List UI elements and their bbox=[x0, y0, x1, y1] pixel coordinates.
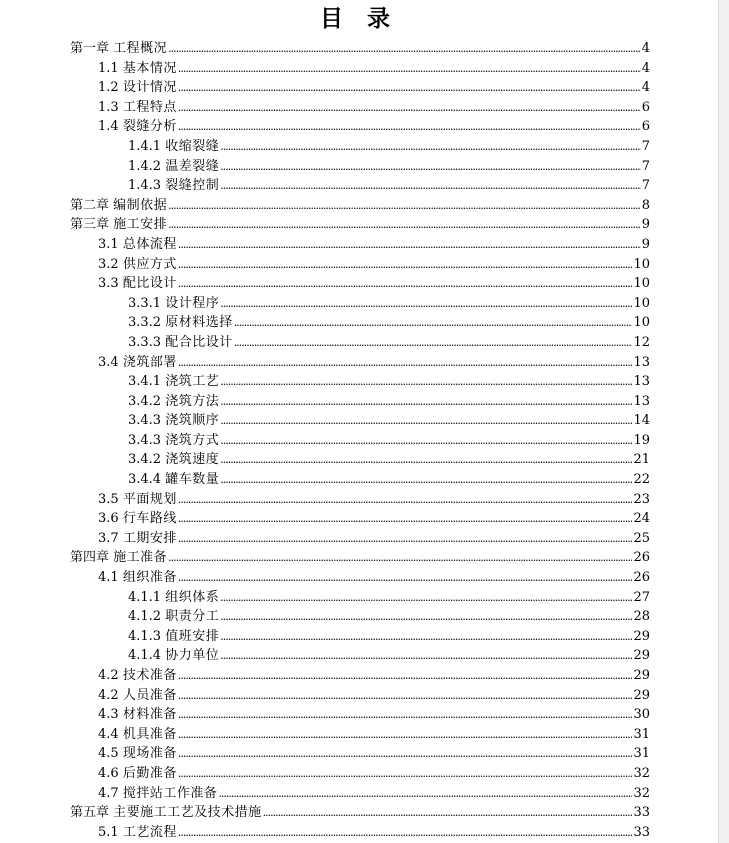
toc-entry[interactable] bbox=[0, 39, 650, 59]
toc-entry-number: 5.1 bbox=[98, 824, 119, 840]
toc-entry[interactable] bbox=[0, 294, 650, 314]
page-edge bbox=[718, 0, 729, 843]
toc-entry-text: 平面规划 bbox=[122, 491, 177, 507]
toc-entry-page-number: 29 bbox=[633, 668, 650, 683]
toc-entry-number: 1.4.3 bbox=[128, 178, 162, 194]
toc-entry[interactable] bbox=[0, 333, 650, 353]
toc-leader-dots bbox=[178, 744, 633, 764]
toc-entry-text: 浇筑方式 bbox=[165, 432, 220, 448]
toc-entry[interactable] bbox=[0, 235, 650, 255]
toc-entry-number: 第五章 bbox=[70, 805, 110, 821]
toc-entry-text: 后勤准备 bbox=[122, 765, 177, 781]
toc-entry[interactable] bbox=[0, 176, 650, 196]
toc-entry-number: 3.4 bbox=[98, 354, 119, 370]
toc-entry[interactable] bbox=[0, 274, 650, 294]
toc-leader-dots bbox=[178, 117, 641, 137]
toc-entry-text: 组织体系 bbox=[165, 589, 220, 605]
toc-entry[interactable] bbox=[0, 157, 650, 177]
toc-entry-number: 第四章 bbox=[70, 550, 110, 566]
toc-entry[interactable] bbox=[0, 196, 650, 216]
toc-entry-label bbox=[128, 157, 220, 177]
toc-entry-number: 4.1.2 bbox=[128, 609, 162, 625]
toc-entry-number: 3.4.2 bbox=[128, 393, 162, 409]
toc-entry-text: 主要施工工艺及技术措施 bbox=[113, 805, 262, 821]
toc-entry-number: 4.1.1 bbox=[128, 589, 162, 605]
toc-entry-number: 3.4.3 bbox=[128, 413, 162, 429]
toc-entry-page-number: 31 bbox=[633, 726, 650, 742]
toc-entry[interactable] bbox=[0, 353, 650, 373]
toc-entry-text: 裂缝分析 bbox=[122, 119, 177, 135]
toc-entry-number: 3.4.2 bbox=[128, 452, 162, 468]
toc-entry-number: 1.2 bbox=[98, 80, 119, 96]
toc-entry[interactable] bbox=[0, 215, 650, 235]
toc-entry[interactable] bbox=[0, 431, 650, 451]
toc-entry-label bbox=[98, 255, 178, 275]
toc-entry-number: 4.3 bbox=[98, 707, 119, 723]
toc-leader-dots bbox=[263, 803, 633, 823]
toc-leader-dots bbox=[178, 529, 633, 549]
toc-entry-page-number: 23 bbox=[633, 491, 650, 507]
toc-entry-page-number: 24 bbox=[633, 511, 650, 527]
toc-entry-text: 配比设计 bbox=[122, 276, 177, 292]
toc-entry-label bbox=[70, 215, 168, 235]
toc-entry-number: 第一章 bbox=[70, 41, 110, 56]
toc-entry-number: 4.4 bbox=[98, 726, 119, 742]
toc-entry-number: 1.4.2 bbox=[128, 158, 162, 174]
toc-leader-dots bbox=[220, 294, 632, 314]
toc-entry-page-number: 13 bbox=[633, 374, 650, 390]
toc-entry-label bbox=[128, 646, 220, 666]
toc-entry-page-number: 6 bbox=[641, 119, 650, 135]
toc-entry-text: 供应方式 bbox=[122, 256, 177, 272]
toc-entry-text: 材料准备 bbox=[122, 707, 177, 723]
toc-entry[interactable] bbox=[0, 117, 650, 137]
toc-leader-dots bbox=[168, 215, 641, 235]
toc-entry[interactable] bbox=[0, 607, 650, 627]
toc-entry-number: 3.3.1 bbox=[128, 295, 162, 311]
toc-entry[interactable] bbox=[0, 646, 650, 666]
toc-entry-page-number: 12 bbox=[633, 334, 650, 350]
toc-leader-dots bbox=[168, 548, 632, 568]
toc-entry-number: 3.7 bbox=[98, 530, 119, 546]
toc-leader-dots bbox=[178, 255, 633, 275]
toc-entry-page-number: 7 bbox=[641, 138, 650, 154]
toc-leader-dots bbox=[178, 59, 641, 79]
toc-entry-text: 浇筑部署 bbox=[122, 354, 177, 370]
toc-leader-dots bbox=[220, 137, 640, 157]
toc-leader-dots bbox=[178, 509, 633, 529]
toc-entry-page-number: 13 bbox=[633, 354, 650, 370]
toc-entry-label bbox=[128, 627, 220, 647]
toc-entry-page-number: 10 bbox=[633, 256, 650, 272]
toc-entry-label bbox=[128, 372, 220, 392]
toc-entry-text: 设计程序 bbox=[165, 295, 220, 311]
toc-entry-page-number: 27 bbox=[633, 589, 650, 605]
toc-entry-text: 温差裂缝 bbox=[165, 158, 220, 174]
toc-entry-number: 3.4.3 bbox=[128, 432, 162, 448]
toc-entry[interactable] bbox=[0, 588, 650, 608]
toc-leader-dots bbox=[178, 705, 633, 725]
toc-entry-page-number: 14 bbox=[633, 413, 650, 429]
toc-entry-page-number: 33 bbox=[633, 805, 650, 821]
toc-leader-dots bbox=[234, 333, 633, 353]
toc-entry-text: 总体流程 bbox=[122, 236, 177, 252]
toc-entry-label bbox=[128, 588, 220, 608]
toc-entry-number: 3.3.3 bbox=[128, 334, 162, 350]
toc-entry-text: 编制依据 bbox=[113, 197, 168, 213]
toc-entry-label bbox=[98, 725, 178, 745]
toc-leader-dots bbox=[178, 98, 641, 118]
toc-entry-label bbox=[98, 98, 178, 118]
toc-entry[interactable] bbox=[0, 823, 650, 843]
toc-entry[interactable] bbox=[0, 450, 650, 470]
toc-entry-page-number: 10 bbox=[633, 315, 650, 331]
toc-entry-text: 工程特点 bbox=[122, 99, 177, 115]
toc-entry-number: 4.6 bbox=[98, 765, 119, 781]
toc-entry-text: 原材料选择 bbox=[165, 315, 233, 331]
toc-entry-number: 4.7 bbox=[98, 785, 119, 801]
toc-entry-text: 行车路线 bbox=[122, 511, 177, 527]
toc-leader-dots bbox=[220, 470, 632, 490]
toc-entry[interactable] bbox=[0, 411, 650, 431]
toc-entry-page-number: 29 bbox=[633, 687, 650, 703]
toc-entry-text: 值班安排 bbox=[165, 628, 220, 644]
toc-leader-dots bbox=[220, 392, 632, 412]
toc-entry-text: 浇筑工艺 bbox=[165, 374, 220, 390]
toc-entry[interactable] bbox=[0, 568, 650, 588]
toc-leader-dots bbox=[220, 157, 640, 177]
toc-entry-text: 施工安排 bbox=[113, 217, 168, 233]
toc-entry-number: 4.2 bbox=[98, 687, 119, 703]
toc-entry-number: 1.3 bbox=[98, 99, 119, 115]
toc-entry-text: 职责分工 bbox=[165, 609, 220, 625]
toc-entry-label bbox=[98, 117, 178, 137]
toc-entry-number: 3.3.2 bbox=[128, 315, 162, 331]
toc-entry-number: 1.1 bbox=[98, 60, 119, 76]
toc-entry-number: 4.2 bbox=[98, 668, 119, 683]
toc-entry-number: 1.4 bbox=[98, 119, 119, 135]
toc-entry[interactable] bbox=[0, 548, 650, 568]
toc-leader-dots bbox=[234, 313, 633, 333]
toc-entry-number: 3.3 bbox=[98, 276, 119, 292]
toc-entry-text: 罐车数量 bbox=[165, 472, 220, 488]
toc-entry-page-number: 6 bbox=[641, 99, 650, 115]
toc-entry[interactable] bbox=[0, 392, 650, 412]
toc-entry[interactable] bbox=[0, 803, 650, 823]
toc-entry-text: 机具准备 bbox=[122, 726, 177, 742]
toc-entry-label bbox=[128, 313, 234, 333]
toc-leader-dots bbox=[178, 490, 633, 510]
toc-entry-text: 配合比设计 bbox=[165, 334, 233, 350]
toc-entry-label bbox=[98, 823, 178, 843]
toc-entry-label bbox=[98, 568, 178, 588]
toc-entry-number: 3.1 bbox=[98, 236, 119, 252]
toc-entry-page-number: 21 bbox=[633, 452, 650, 468]
toc-entry-label bbox=[98, 686, 178, 706]
toc-leader-dots bbox=[220, 607, 632, 627]
toc-entry[interactable] bbox=[0, 744, 650, 764]
toc-entry-text: 设计情况 bbox=[122, 80, 177, 96]
toc-entry-page-number: 4 bbox=[641, 80, 650, 96]
toc-entry-page-number: 10 bbox=[633, 276, 650, 292]
toc-entry-label bbox=[98, 744, 178, 764]
toc-entry-label bbox=[98, 529, 178, 549]
toc-entry-page-number: 26 bbox=[633, 570, 650, 586]
toc-entry[interactable] bbox=[0, 59, 650, 79]
toc-entry-label bbox=[98, 764, 178, 784]
toc-entry-label bbox=[98, 235, 178, 255]
toc-entry-page-number: 22 bbox=[633, 472, 650, 488]
toc-entry[interactable] bbox=[0, 509, 650, 529]
toc-entry[interactable] bbox=[0, 627, 650, 647]
page-title: 目 录 bbox=[319, 6, 398, 32]
toc-entry-page-number: 30 bbox=[633, 707, 650, 723]
toc-entry[interactable] bbox=[0, 372, 650, 392]
toc-entry-page-number: 7 bbox=[641, 178, 650, 194]
toc-entry-page-number: 28 bbox=[633, 609, 650, 625]
toc-entry-text: 工期安排 bbox=[122, 530, 177, 546]
toc-entry-text: 搅拌站工作准备 bbox=[122, 785, 218, 801]
toc-leader-dots bbox=[220, 411, 632, 431]
toc-entry-number: 4.1 bbox=[98, 570, 119, 586]
toc-entry-text: 人员准备 bbox=[122, 687, 177, 703]
toc-entry-label bbox=[128, 411, 220, 431]
toc-entry-label bbox=[98, 705, 178, 725]
toc-entry-page-number: 32 bbox=[633, 785, 650, 801]
toc-entry-label bbox=[98, 490, 178, 510]
toc-entry-number: 3.6 bbox=[98, 511, 119, 527]
toc-entry[interactable] bbox=[0, 686, 650, 706]
toc-entry[interactable] bbox=[0, 98, 650, 118]
toc-entry-label bbox=[98, 78, 178, 98]
toc-entry-label bbox=[128, 294, 220, 314]
toc-entry[interactable] bbox=[0, 78, 650, 98]
toc-entry[interactable] bbox=[0, 784, 650, 804]
toc-entry-page-number: 25 bbox=[633, 530, 650, 546]
toc-entry-label bbox=[98, 353, 178, 373]
toc-entry-text: 浇筑方法 bbox=[165, 393, 220, 409]
toc-entry-page-number: 29 bbox=[633, 648, 650, 664]
toc-entry-label bbox=[98, 509, 178, 529]
toc-leader-dots bbox=[218, 784, 632, 804]
toc-leader-dots bbox=[168, 39, 641, 59]
toc-entry-text: 现场准备 bbox=[122, 746, 177, 762]
toc-leader-dots bbox=[178, 568, 633, 588]
toc-leader-dots bbox=[168, 196, 641, 216]
toc-leader-dots bbox=[220, 176, 640, 196]
toc-entry-label bbox=[128, 607, 220, 627]
toc-entry-number: 3.2 bbox=[98, 256, 119, 272]
toc-leader-dots bbox=[178, 78, 641, 98]
toc-entry-number: 3.4.4 bbox=[128, 472, 162, 488]
toc-leader-dots bbox=[220, 372, 632, 392]
toc-entry-text: 工艺流程 bbox=[122, 824, 177, 840]
toc-entry-label bbox=[128, 470, 220, 490]
toc-entry-text: 工程概况 bbox=[113, 41, 168, 56]
toc-leader-dots bbox=[220, 646, 632, 666]
toc-leader-dots bbox=[220, 588, 632, 608]
toc-entry-number: 第二章 bbox=[70, 197, 110, 213]
toc-entry-label bbox=[98, 59, 178, 79]
toc-leader-dots bbox=[178, 823, 633, 843]
toc-entry-page-number: 8 bbox=[641, 197, 650, 213]
toc-entry[interactable] bbox=[0, 705, 650, 725]
toc-entry[interactable] bbox=[0, 529, 650, 549]
toc-entry-label bbox=[98, 666, 178, 686]
toc-entry[interactable] bbox=[0, 313, 650, 333]
toc-entry-text: 技术准备 bbox=[122, 668, 177, 683]
toc-entry-text: 基本情况 bbox=[122, 60, 177, 76]
toc-entry-text: 裂缝控制 bbox=[165, 178, 220, 194]
toc-leader-dots bbox=[178, 235, 641, 255]
toc-entry-number: 3.4.1 bbox=[128, 374, 162, 390]
toc-leader-dots bbox=[178, 725, 633, 745]
toc-entry[interactable] bbox=[0, 470, 650, 490]
toc-entry-number: 4.5 bbox=[98, 746, 119, 762]
toc-entry[interactable] bbox=[0, 666, 650, 686]
toc-entry-text: 收缩裂缝 bbox=[165, 138, 220, 154]
toc-entry[interactable] bbox=[0, 137, 650, 157]
toc-entry-page-number: 13 bbox=[633, 393, 650, 409]
toc-entry-label bbox=[98, 274, 178, 294]
toc-entry-text: 施工准备 bbox=[113, 550, 168, 566]
toc-leader-dots bbox=[178, 274, 633, 294]
toc-leader-dots bbox=[220, 431, 632, 451]
toc-leader-dots bbox=[220, 450, 632, 470]
toc-entry-page-number: 10 bbox=[633, 295, 650, 311]
toc-entry-page-number: 19 bbox=[633, 432, 650, 448]
toc-entry-label bbox=[98, 784, 218, 804]
toc-entry-label bbox=[128, 450, 220, 470]
toc-entry-label bbox=[128, 176, 220, 196]
toc-entry-page-number: 29 bbox=[633, 628, 650, 644]
toc-entry[interactable] bbox=[0, 490, 650, 510]
toc-entry-number: 4.1.4 bbox=[128, 648, 162, 664]
toc-entry-page-number: 32 bbox=[633, 765, 650, 781]
toc-entry-page-number: 26 bbox=[633, 550, 650, 566]
toc-entry-page-number: 4 bbox=[641, 41, 650, 56]
toc-entry-label bbox=[128, 137, 220, 157]
toc-entry-number: 4.1.3 bbox=[128, 628, 162, 644]
toc-entry[interactable] bbox=[0, 725, 650, 745]
toc-entry-page-number: 4 bbox=[641, 60, 650, 76]
toc-entry-number: 第三章 bbox=[70, 217, 110, 233]
toc-leader-dots bbox=[178, 686, 633, 706]
toc-leader-dots bbox=[178, 353, 633, 373]
toc-entry-text: 组织准备 bbox=[122, 570, 177, 586]
toc-entry-label bbox=[70, 803, 263, 823]
toc-entry-label bbox=[70, 548, 168, 568]
toc-entry-text: 浇筑顺序 bbox=[165, 413, 220, 429]
toc-entry-text: 浇筑速度 bbox=[165, 452, 220, 468]
toc-entry-number: 3.5 bbox=[98, 491, 119, 507]
toc-leader-dots bbox=[178, 666, 633, 686]
toc-entry-label bbox=[70, 196, 168, 216]
toc-entry-page-number: 31 bbox=[633, 746, 650, 762]
toc-entry-page-number: 7 bbox=[641, 158, 650, 174]
toc-entry-page-number: 9 bbox=[641, 217, 650, 233]
toc-entry[interactable] bbox=[0, 764, 650, 784]
toc-entry-number: 1.4.1 bbox=[128, 138, 162, 154]
table-of-contents bbox=[0, 39, 718, 842]
toc-entry-page-number: 9 bbox=[641, 236, 650, 252]
toc-entry-label bbox=[128, 333, 234, 353]
toc-entry-label bbox=[70, 39, 168, 59]
toc-entry-text: 协力单位 bbox=[165, 648, 220, 664]
toc-leader-dots bbox=[220, 627, 632, 647]
toc-entry-page-number: 33 bbox=[633, 824, 650, 840]
toc-entry-label bbox=[128, 431, 220, 451]
toc-entry[interactable] bbox=[0, 255, 650, 275]
toc-leader-dots bbox=[178, 764, 633, 784]
toc-entry-label bbox=[128, 392, 220, 412]
